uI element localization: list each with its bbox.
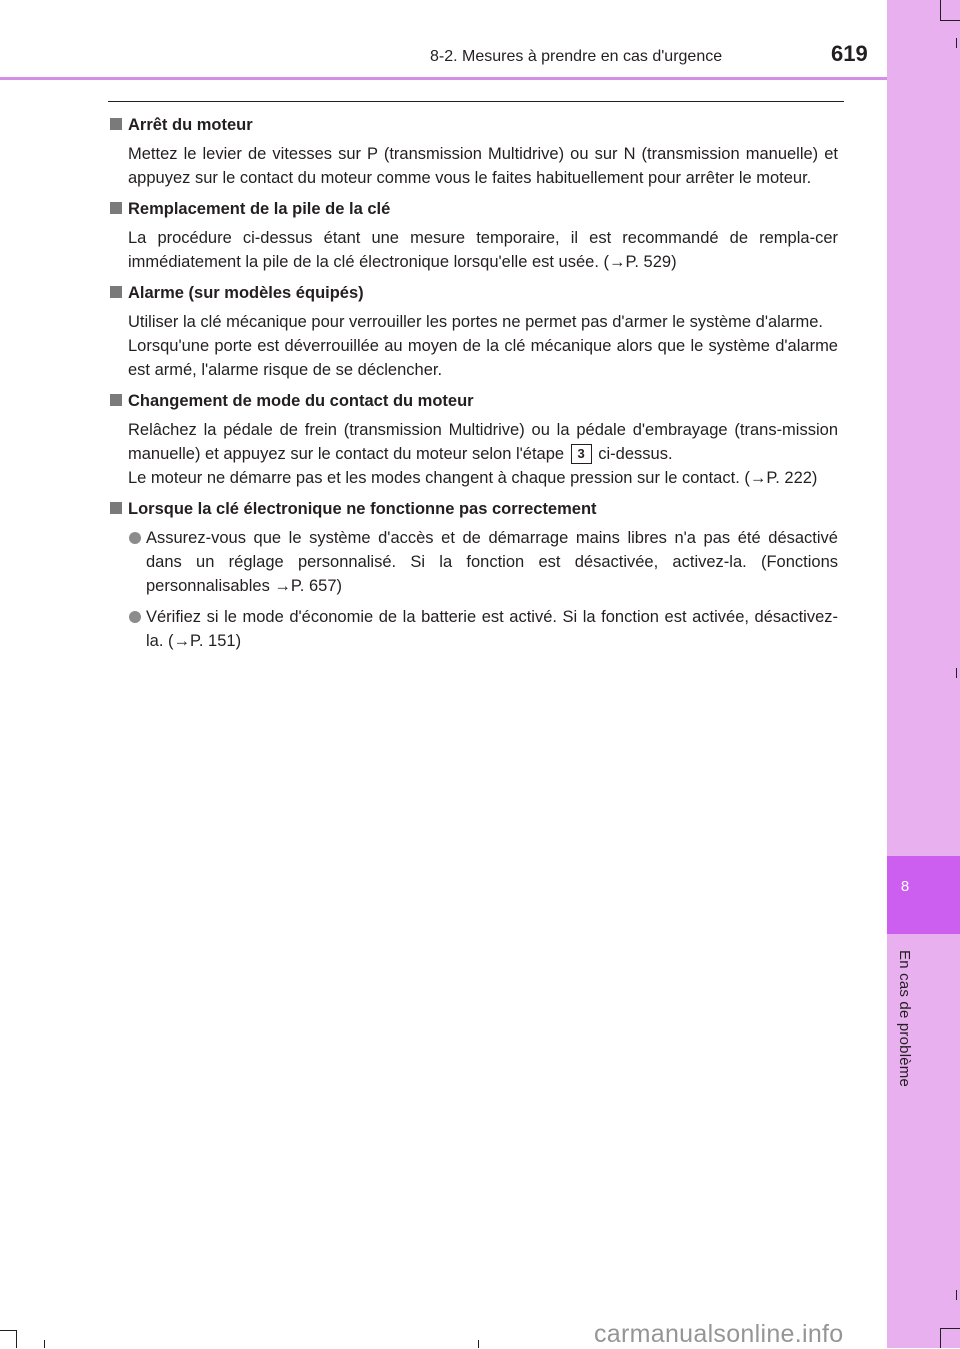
crop-mark [940,0,941,20]
round-bullet-icon [129,611,141,623]
crop-mark [940,20,960,21]
section-heading [108,281,844,305]
list-item [128,526,838,598]
watermark: carmanualsonline.info [594,1320,844,1348]
square-bullet-icon [110,202,122,214]
crop-mark [940,1328,960,1329]
list-item-text: Assurez-vous que le système d'accès et de démarrage mains libres n'a pas été désactivé dans un réglage personnalisé. Si la fonction est désactivée, activez-la. (Fonctions personnalisables →P. 657) [146,529,838,595]
heading-text: Remplacement de la pile de la clé [128,200,391,218]
section-alarm [108,281,844,382]
paragraph: La procédure ci-dessus étant une mesure temporaire, il est recommandé de rempla-cer immédiatement la pile de la clé électronique lorsqu'elle est usée. (→P. 529) [128,229,838,271]
chapter-sidebar [887,0,960,1348]
section-heading [108,197,844,221]
crop-mark [940,1328,941,1348]
round-bullet-icon [129,532,141,544]
heading-text: Changement de mode du contact du moteur [128,392,474,410]
text-before-step: Relâchez la pédale de frein (transmission Multidrive) ou la pédale d'embrayage (trans-mission manuelle) et appuyez sur le contact du moteur selon l'étape [128,421,838,463]
crop-mark [16,1330,17,1348]
step-number-badge: 3 [571,444,592,464]
crop-mark [478,1340,479,1348]
section-heading [108,113,844,137]
square-bullet-icon [110,394,122,406]
heading-text: Arrêt du moteur [128,116,253,134]
list-item-text: Vérifiez si le mode d'économie de la batterie est activé. Si la fonction est activée, désactivez-la. (→P. 151) [146,608,838,650]
square-bullet-icon [110,286,122,298]
heading-text: Alarme (sur modèles équipés) [128,284,364,302]
section-heading [108,497,844,521]
square-bullet-icon [110,118,122,130]
paragraph: Le moteur ne démarre pas et les modes changent à chaque pression sur le contact. (→P. 222) [128,469,818,487]
page-content [108,113,844,660]
paragraph: Mettez le levier de vitesses sur P (transmission Multidrive) ou sur N (transmission manuelle) et appuyez sur le contact du moteur comme vous le faites habituellement pour arrêter le moteur. [128,145,838,187]
crop-mark [0,1330,16,1331]
crop-mark [44,1340,45,1348]
section-key-battery [108,197,844,274]
section-key-malfunction [108,497,844,653]
section-engine-stop [108,113,844,190]
text-after-step: ci-dessus. [598,445,673,463]
crop-mark [956,38,957,48]
paragraph: Utiliser la clé mécanique pour verrouiller les portes ne permet pas d'armer le système d'alarme. [128,313,824,331]
paragraph: Lorsqu'une porte est déverrouillée au moyen de la clé mécanique alors que le système d'alarme est armé, l'alarme risque de se déclencher. [128,337,838,379]
chapter-number: 8 [900,878,910,895]
paragraph [128,418,838,466]
section-heading [108,389,844,413]
chapter-title: En cas de problème [896,950,913,1088]
page-number: 619 [831,41,868,66]
chapter-tab [887,856,960,934]
heading-text: Lorsque la clé électronique ne fonctionne pas correctement [128,500,597,518]
header-rule [0,77,887,80]
content-top-rule [108,101,844,102]
header-section-title: 8-2. Mesures à prendre en cas d'urgence [430,48,723,65]
section-engine-mode [108,389,844,490]
list-item [128,605,838,653]
crop-mark [956,668,957,678]
crop-mark [956,1290,957,1300]
square-bullet-icon [110,502,122,514]
